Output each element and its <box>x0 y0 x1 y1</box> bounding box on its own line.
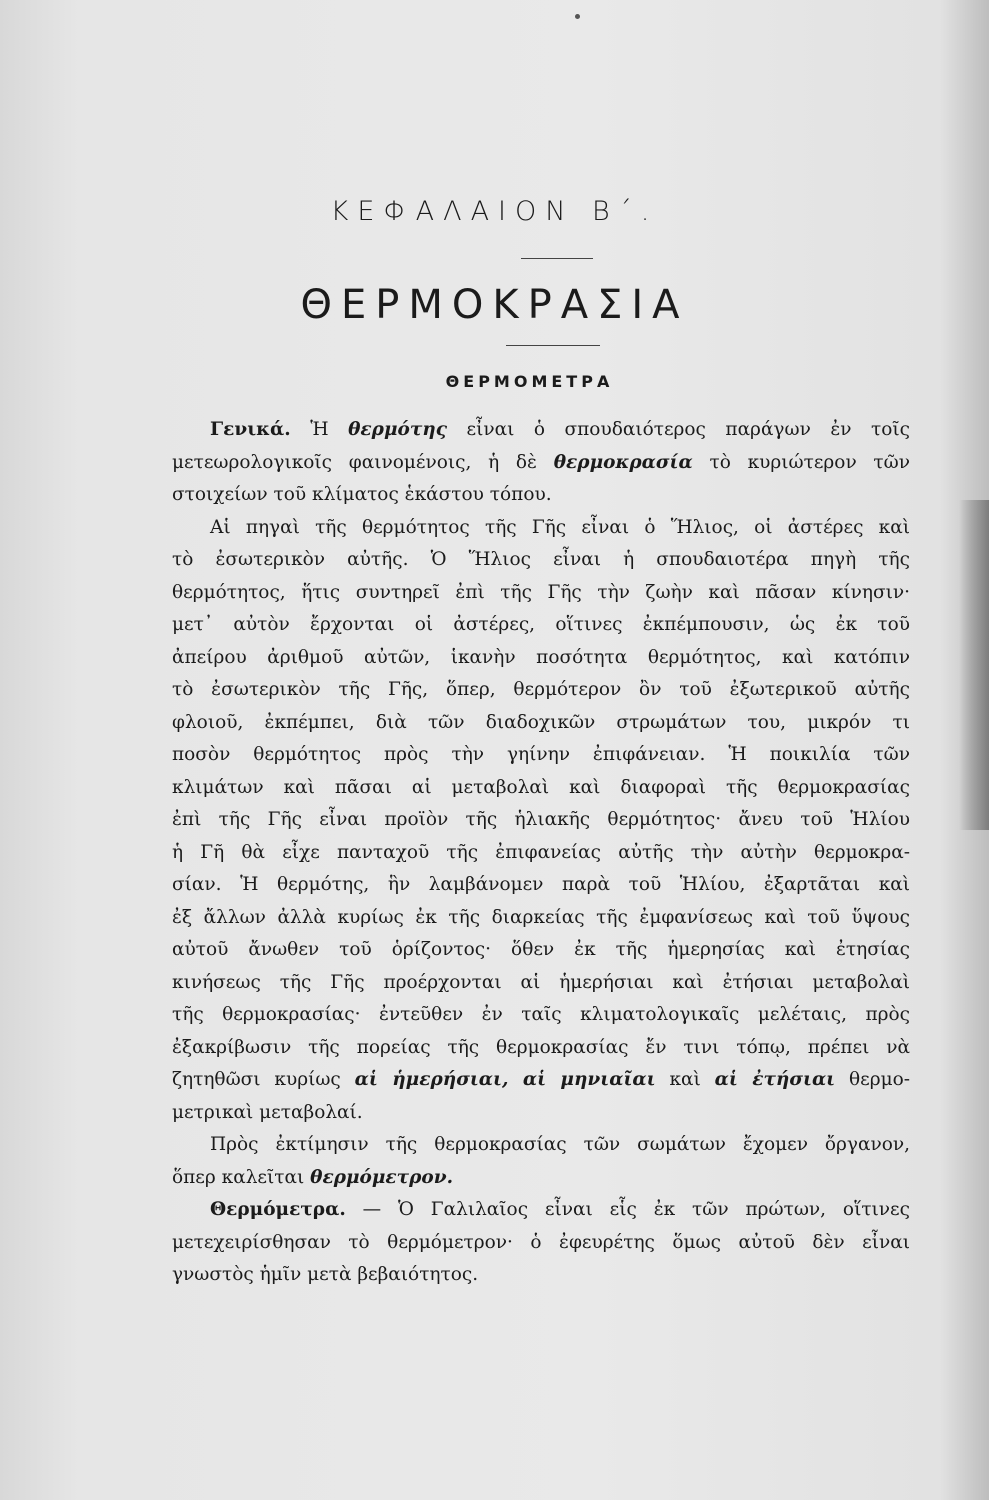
text-run: καὶ <box>655 1069 715 1090</box>
text-line <box>172 1162 910 1195</box>
text-line: κινήσεως τῆς Γῆς προέρχονται αἱ ἡμερήσιαι καὶ ἐτήσιαι μεταβολαὶ <box>172 971 910 993</box>
text-body <box>172 414 910 1292</box>
text-line: ἐξ ἄλλων ἀλλὰ κυρίως ἐκ τῆς διαρκείας τῆς ἐμφανίσεως καὶ τοῦ ὕψους <box>172 906 910 928</box>
divider <box>506 345 600 346</box>
term: αἱ ἐτήσιαι <box>714 1069 836 1090</box>
text-line: Πρὸς ἐκτίμησιν τῆς θερμοκρασίας τῶν σωμάτων ἔχομεν ὄργανον, <box>210 1134 910 1155</box>
text-line: τὸ ἐσωτερικὸν τῆς Γῆς, ὅπερ, θερμότερον ὂν τοῦ ἐξωτερικοῦ αὐτῆς <box>172 679 910 700</box>
text-line: μετεχειρίσθησαν τὸ θερμόμετρον· ὁ ἐφευρέτης ὅμως αὐτοῦ δὲν εἶναι <box>172 1231 910 1253</box>
text-line: τὸ ἐσωτερικὸν αὐτῆς. Ὁ Ἥλιος εἶναι ἡ σπουδαιοτέρα πηγὴ τῆς <box>172 549 910 570</box>
term: θερμότης <box>348 419 448 440</box>
text-line: ἡ Γῆ θὰ εἶχε πανταχοῦ τῆς ἐπιφανείας αὐτῆς τὴν αὐτὴν θερμοκρα- <box>172 841 910 863</box>
ink-speck <box>575 14 580 19</box>
divider <box>521 258 593 259</box>
text-line: ἐξακρίβωσιν τῆς πορείας τῆς θερμοκρασίας ἔν τινι τόπῳ, πρέπει νὰ <box>172 1036 910 1058</box>
text-line <box>172 414 910 447</box>
text-line: στοιχείων τοῦ κλίματος ἑκάστου τόπου. <box>172 484 552 505</box>
text-line: αὐτοῦ ἄνωθεν τοῦ ὁρίζοντος· ὅθεν ἐκ τῆς ἡμερησίας καὶ ἐτησίας <box>172 939 910 960</box>
text-line: Αἱ πηγαὶ τῆς θερμότητος τῆς Γῆς εἶναι ὁ Ἥλιος, οἱ ἀστέρες καὶ <box>210 516 910 538</box>
text-line: σίαν. Ἡ θερμότης, ἣν λαμβάνομεν παρὰ τοῦ Ἡλίου, ἐξαρτᾶται καὶ <box>172 874 910 895</box>
text-line: κλιμάτων καὶ πᾶσαι αἱ μεταβολαὶ καὶ διαφοραὶ τῆς θερμοκρασίας <box>172 776 910 798</box>
text-run: ζητηθῶσι κυρίως <box>172 1069 355 1090</box>
text-line <box>172 1194 910 1227</box>
text-line: μετ᾽ αὐτὸν ἔρχονται οἱ ἀστέρες, οἵτινες ἐκπέμπουσιν, ὡς ἐκ τοῦ <box>172 614 910 635</box>
text-line: ποσὸν θερμότητος πρὸς τὴν γηίνην ἐπιφάνειαν. Ἡ ποικιλία τῶν <box>172 744 910 765</box>
page-title: ΘΕΡΜΟΚΡΑΣΙΑ <box>300 282 689 328</box>
text-run: Ἡ <box>290 419 349 440</box>
text-line: γνωστὸς ἡμῖν μετὰ βεβαιότητος. <box>172 1264 479 1285</box>
paragraph-lead: Θερμόμετρα. <box>210 1199 346 1220</box>
text-run: ὅπερ καλεῖται <box>172 1166 311 1188</box>
text-run: θερμο- <box>835 1069 910 1090</box>
term: θερμόμετρον. <box>310 1166 454 1188</box>
text-line: φλοιοῦ, ἐκπέμπει, διὰ τῶν διαδοχικῶν στρωμάτων του, μικρόν τι <box>172 711 910 733</box>
text-line: θερμότητος, ἥτις συντηρεῖ ἐπὶ τῆς Γῆς τὴν ζωὴν καὶ πᾶσαν κίνησιν· <box>172 581 910 603</box>
text-run: εἶναι ὁ σπουδαιότερος παράγων ἐν τοῖς <box>447 419 910 440</box>
chapter-heading: ΚΕΦΑΛΑΙΟΝ Β΄. <box>330 196 659 227</box>
paragraph-lead: Γενικά. <box>210 419 291 440</box>
text-line: τῆς θερμοκρασίας· ἐντεῦθεν ἐν ταῖς κλιματολογικαῖς μελέταις, πρὸς <box>172 1004 910 1025</box>
text-run: μετεωρολογικοῖς φαινομένοις, ἡ δὲ <box>172 451 554 473</box>
text-line: μετρικαὶ μεταβολαί. <box>172 1101 363 1123</box>
text-line: ἐπὶ τῆς Γῆς εἶναι προϊὸν τῆς ἡλιακῆς θερμότητος· ἄνευ τοῦ Ἡλίου <box>172 809 910 830</box>
text-run: — Ὁ Γαλιλαῖος εἶναι εἷς ἐκ τῶν πρώτων, οἵτινες <box>345 1199 910 1220</box>
text-line <box>172 1064 910 1097</box>
text-line <box>172 447 910 480</box>
page-edge-shadow <box>959 500 989 830</box>
text-run: τὸ κυριώτερον τῶν <box>692 451 911 473</box>
term: θερμοκρασία <box>553 451 693 473</box>
term: αἱ ἡμερήσιαι, αἱ μηνιαῖαι <box>354 1069 656 1090</box>
section-heading: ΘΕΡΜΟΜΕΤΡΑ <box>445 372 614 391</box>
text-line: ἀπείρου ἀριθμοῦ αὐτῶν, ἱκανὴν ποσότητα θερμότητος, καὶ κατόπιν <box>172 646 910 668</box>
